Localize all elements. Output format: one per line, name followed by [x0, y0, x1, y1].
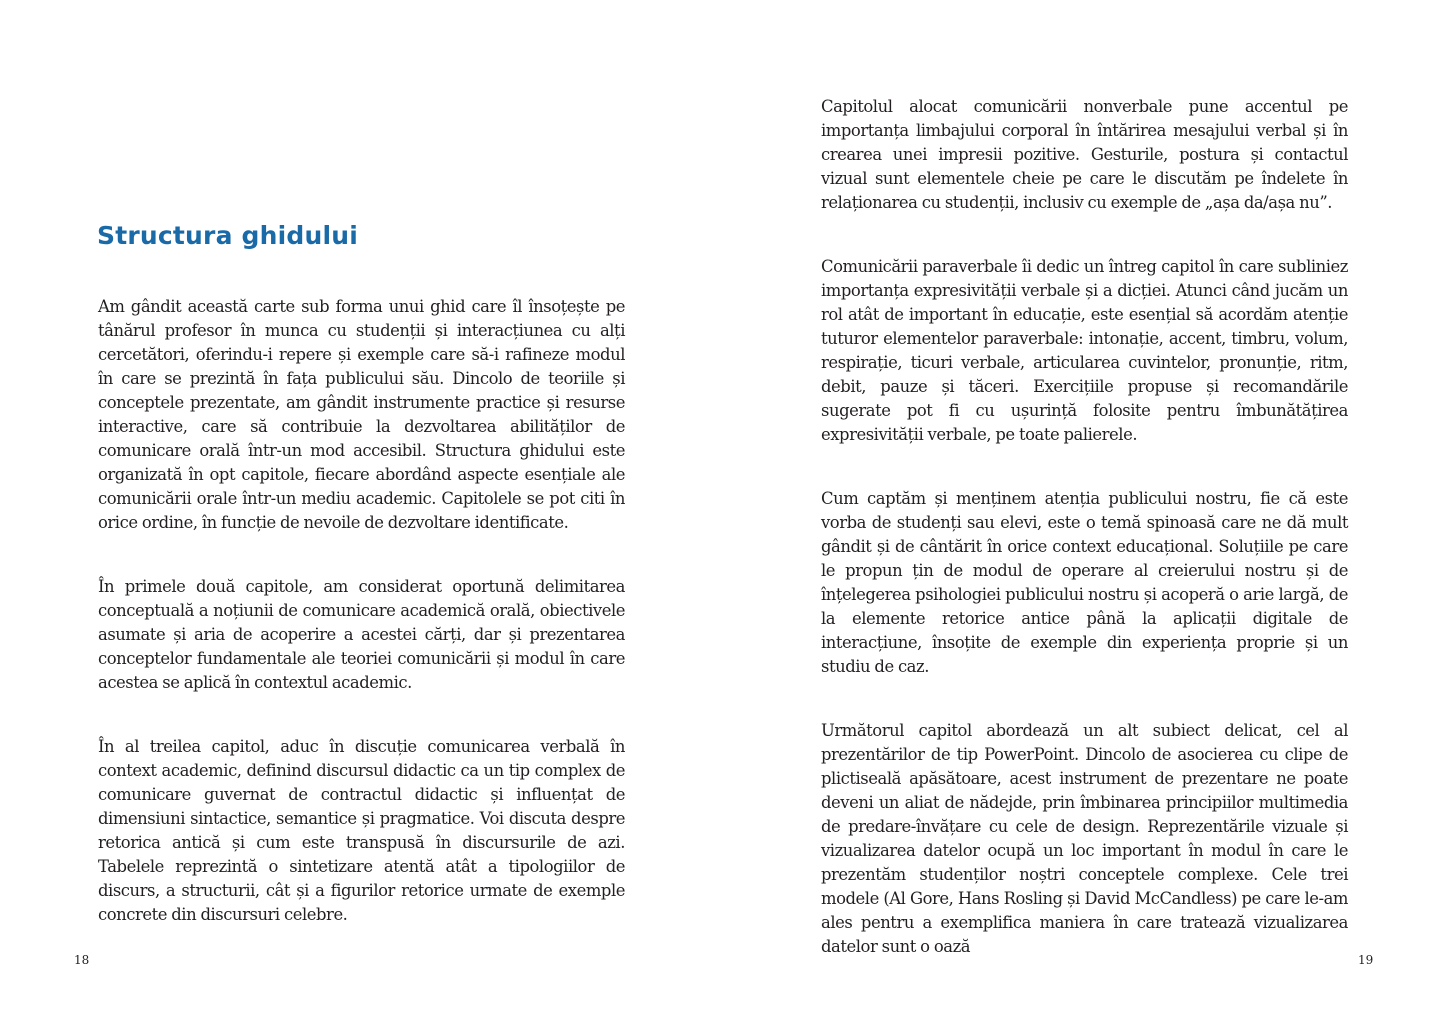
paragraph: Capitolul alocat comunicării nonverbale pune accentul pe importanța limbajului corporal în întărirea mesajului verbal și în crearea unei impresii pozitive. Gesturile, postura și contactul vizual sunt elementele cheie pe care le discutăm pe îndelete în relaționarea cu studenții, inclusiv cu exemple de „așa da/așa nu”.	[821, 97, 1348, 212]
paragraph: În primele două capitole, am considerat oportună delimitarea conceptuală a noțiunii de comunicare academică orală, obiectivele asumate și aria de acoperire a acestei cărți, dar și prezentarea conceptelor fundamentale ale teoriei comunicării și modul în care acestea se aplică în contextul academic.	[98, 577, 625, 692]
paragraph: Cum captăm și menținem atenția publicului nostru, fie că este vorba de studenți sau elevi, este o temă spinoasă care ne dă mult gândit și de cântărit în orice context educațional. Soluțiile pe care le propun țin de modul de operare al creierului nostru și de înțelegerea psihologiei publicului nostru și acoperă o arie largă, de la elemente retorice antice până la aplicații digitale de interacțiune, însoțite de exemple din experiența proprie și un studiu de caz.	[821, 489, 1348, 676]
right-page	[722, 0, 1445, 1025]
paragraph: Următorul capitol abordează un alt subiect delicat, cel al prezentărilor de tip PowerPoint. Dincolo de asocierea cu clipe de plictiseală apăsătoare, acest instrument de prezentare ne poate deveni un aliat de nădejde, prin îmbinarea principiilor multimedia de predare-învățare cu cele de design. Reprezentările vizuale și vizualizarea datelor ocupă un loc important în modul în care le prezentăm studenților noștri conceptele complexe. Cele trei modele (Al Gore, Hans Rosling și David McCandless) pe care le-am ales pentru a exemplifica maniera în care tratează vizualizarea datelor sunt o oază	[821, 721, 1348, 956]
section-heading: Structura ghidului	[97, 221, 359, 250]
page-number-left: 18	[74, 953, 90, 967]
right-text-column	[821, 95, 1348, 959]
paragraph: Comunicării paraverbale îi dedic un întreg capitol în care subliniez importanța expresivității verbale și a dicției. Atunci când jucăm un rol atât de important în educație, este esențial să acordăm atenție tuturor elementelor paraverbale: intonație, accent, timbru, volum, respirație, ticuri verbale, articularea cuvintelor, pronunție, ritm, debit, pauze și tăceri. Exercițiile propuse și recomandările sugerate pot fi cu ușurință folosite pentru îmbunătățirea expresivității verbale, pe toate palierele.	[821, 257, 1348, 444]
paragraph: În al treilea capitol, aduc în discuție comunicarea verbală în context academic, definind discursul didactic ca un tip complex de comunicare guvernat de contractul didactic și influențat de dimensiuni sintactice, semantice și pragmatice. Voi discuta despre retorica antică și cum este transpusă în discursurile de azi. Tabelele reprezintă o sintetizare atentă atât a tipologiilor de discurs, a structurii, cât și a figurilor retorice urmate de exemple concrete din discursuri celebre.	[98, 737, 625, 924]
paragraph: Am gândit această carte sub forma unui ghid care îl însoțește pe tânărul profesor în munca cu studenții și interacțiunea cu alți cercetători, oferindu-i repere și exemple care să-i rafineze modul în care se prezintă în fața publicului său. Dincolo de teoriile și conceptele prezentate, am gândit instrumente practice și resurse interactive, care să contribuie la dezvoltarea abilităților de comunicare orală într-un mod accesibil. Structura ghidului este organizată în opt capitole, fiecare abordând aspecte esențiale ale comunicării orale într-un mediu academic. Capitolele se pot citi în orice ordine, în funcție de nevoile de dezvoltare identificate.	[98, 297, 625, 532]
left-text-column	[98, 295, 625, 927]
left-page	[0, 0, 722, 1025]
page-number-right: 19	[1358, 953, 1374, 967]
